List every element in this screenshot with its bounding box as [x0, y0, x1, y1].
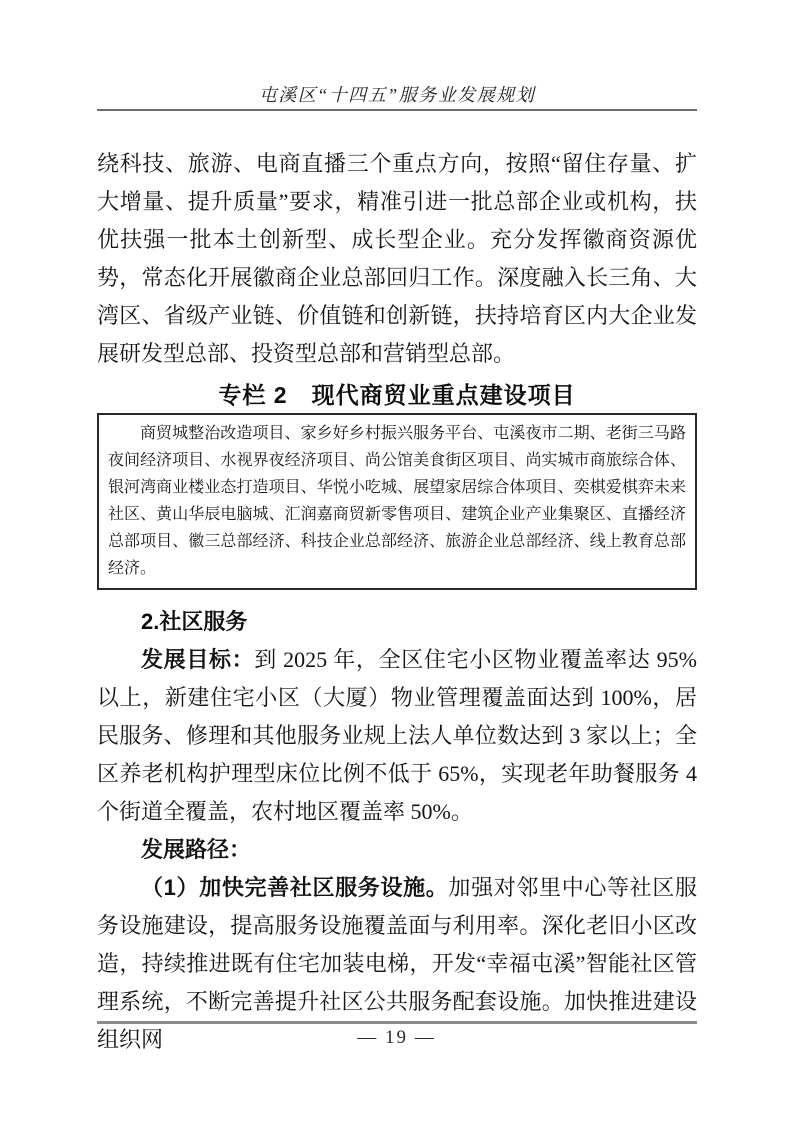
- section-heading-community-service: 2.社区服务: [141, 609, 248, 634]
- page-header-title: 屯溪区“十四五”服务业发展规划: [258, 85, 536, 105]
- page-content: [97, 0, 697, 1059]
- path-item-1-text: 加强对邻里中心等社区服务设施建设，提高服务设施覆盖面与利用率。深化老旧小区改造，持续推进既有住宅加装电梯，开发“幸福屯溪”智能社区管理系统，不断完善提升社区公共服务配套设施。加快推进建设组织网: [97, 875, 698, 1052]
- development-goal-text: 到 2025 年，全区住宅小区物业覆盖率达 95%以上，新建住宅小区（大厦）物业管理覆盖面达到 100%，居民服务、修理和其他服务业规上法人单位数达到 3 家以上；全区养老机构护理型床位比例不低于 65%，实现老年助餐服务 4 个街道全覆盖，农村地区覆盖率 50%。: [97, 647, 697, 824]
- development-goal-label: 发展目标：: [141, 647, 255, 672]
- path-item-1-label: （1）加快完善社区服务设施。: [141, 875, 449, 900]
- project-list-box: 商贸城整治改造项目、家乡好乡村振兴服务平台、屯溪夜市二期、老街三马路夜间经济项目、水视界夜经济项目、尚公馆美食街区项目、尚实城市商旅综合体、银河湾商业楼业态打造项目、华悦小吃城、展望家居综合体项目、奕棋爱棋弈未来社区、黄山华辰电脑城、汇润嘉商贸新零售项目、建筑企业产业集聚区、直播经济总部项目、徽三总部经济、科技企业总部经济、旅游企业总部经济、线上教育总部经济。: [97, 413, 697, 590]
- column-box-heading: 专栏 2 现代商贸业重点建设项目: [218, 382, 576, 408]
- footer-rule: [97, 1021, 697, 1024]
- development-goal-paragraph: [97, 641, 697, 831]
- page-number: — 19 —: [357, 1027, 436, 1048]
- body-paragraph-1: 绕科技、旅游、电商直播三个重点方向，按照“留住存量、扩大增量、提升质量”要求，精准引进一批总部企业或机构，扶优扶强一批本土创新型、成长型企业。充分发挥徽商资源优势，常态化开展徽商企业总部回归工作。深度融入长三角、大湾区、省级产业链、价值链和创新链，扶持培育区内大企业发展研发型总部、投资型总部和营销型总部。: [97, 151, 697, 366]
- header-rule: [97, 109, 697, 111]
- development-path-label: 发展路径：: [141, 837, 252, 862]
- development-path-paragraph: [97, 831, 697, 869]
